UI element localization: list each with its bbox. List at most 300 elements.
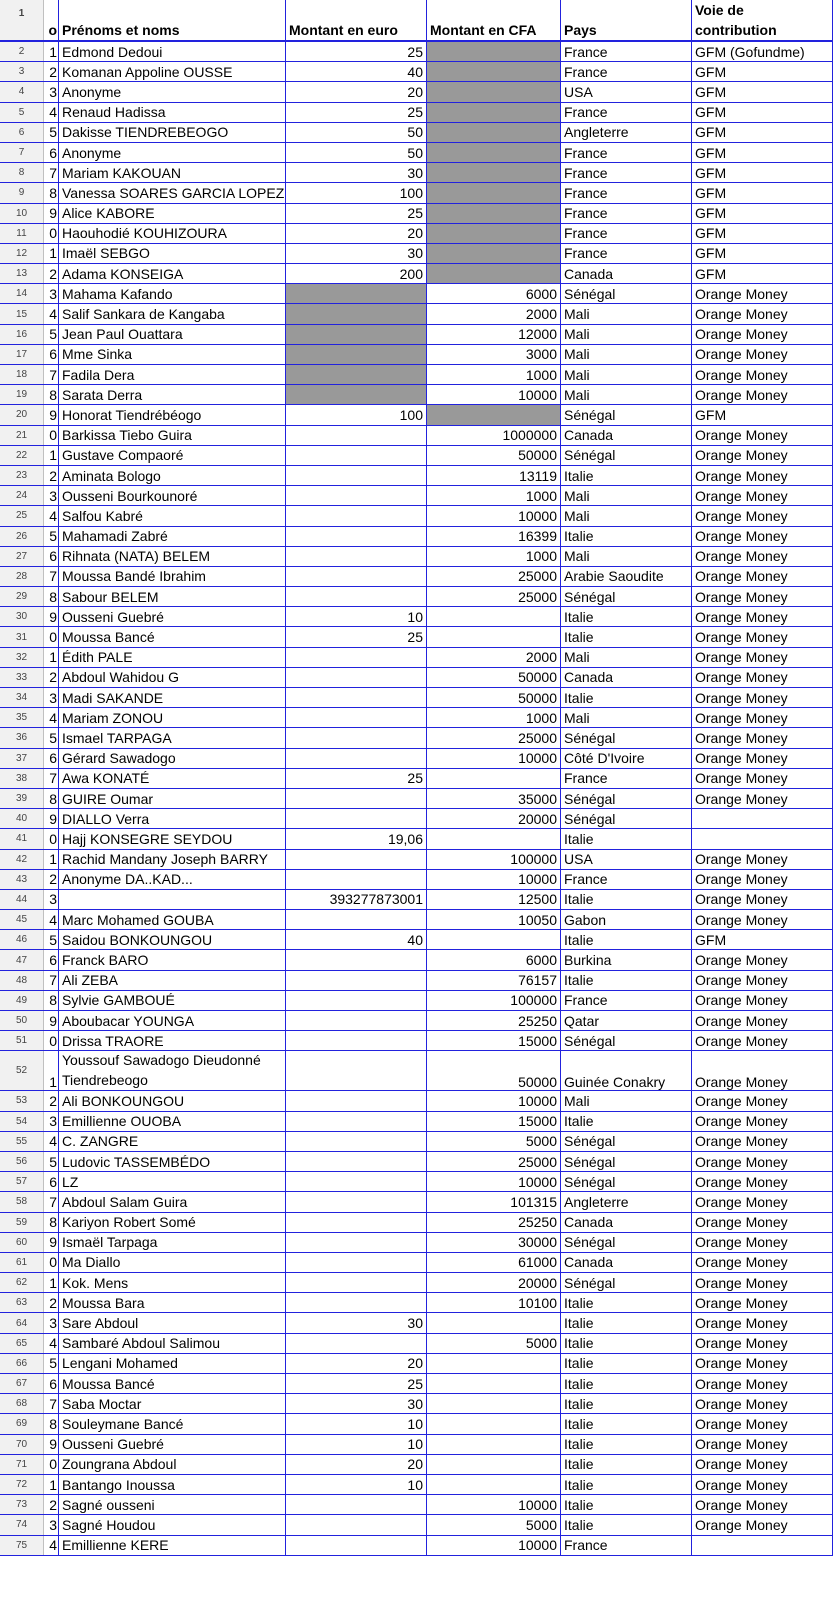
- cell-name[interactable]: Haouhodié KOUHIZOURA: [59, 224, 286, 243]
- cell-country[interactable]: Italie: [561, 1414, 692, 1433]
- cell-no[interactable]: 0: [44, 627, 59, 646]
- row-number[interactable]: 22: [0, 446, 44, 465]
- row-number[interactable]: 70: [0, 1435, 44, 1454]
- cell-channel[interactable]: Orange Money: [692, 688, 833, 707]
- cell-channel[interactable]: Orange Money: [692, 1374, 833, 1393]
- cell-country[interactable]: Canada: [561, 1213, 692, 1232]
- cell-name[interactable]: Mariam ZONOU: [59, 708, 286, 727]
- row-number[interactable]: 43: [0, 870, 44, 889]
- cell-channel[interactable]: Orange Money: [692, 789, 833, 808]
- cell-euro[interactable]: 20: [286, 224, 427, 243]
- row-number[interactable]: 11: [0, 224, 44, 243]
- cell-no[interactable]: 4: [44, 1132, 59, 1151]
- cell-name[interactable]: Madi SAKANDE: [59, 688, 286, 707]
- cell-no[interactable]: 5: [44, 728, 59, 747]
- row-number[interactable]: 38: [0, 769, 44, 788]
- cell-no[interactable]: 4: [44, 910, 59, 929]
- cell-cfa[interactable]: [427, 1374, 561, 1393]
- row-number[interactable]: 15: [0, 304, 44, 323]
- cell-name[interactable]: Jean Paul Ouattara: [59, 325, 286, 344]
- row-number[interactable]: 23: [0, 466, 44, 485]
- row-number[interactable]: 57: [0, 1172, 44, 1191]
- cell-channel[interactable]: Orange Money: [692, 1455, 833, 1474]
- cell-country[interactable]: Guinée Conakry: [561, 1051, 692, 1090]
- cell-cfa[interactable]: 50000: [427, 446, 561, 465]
- row-number[interactable]: 9: [0, 183, 44, 202]
- cell-no[interactable]: 9: [44, 1011, 59, 1030]
- cell-country[interactable]: Italie: [561, 688, 692, 707]
- cell-name[interactable]: Fadila Dera: [59, 365, 286, 384]
- cell-euro[interactable]: [286, 1011, 427, 1030]
- cell-no[interactable]: 5: [44, 930, 59, 949]
- row-number[interactable]: 17: [0, 345, 44, 364]
- cell-cfa[interactable]: 25000: [427, 587, 561, 606]
- cell-channel[interactable]: Orange Money: [692, 1414, 833, 1433]
- cell-cfa[interactable]: [427, 769, 561, 788]
- cell-euro[interactable]: 20: [286, 82, 427, 101]
- cell-no[interactable]: 1: [44, 42, 59, 61]
- cell-name[interactable]: Rachid Mandany Joseph BARRY: [59, 850, 286, 869]
- cell-name[interactable]: Sare Abdoul: [59, 1313, 286, 1332]
- cell-no[interactable]: 9: [44, 405, 59, 424]
- cell-country[interactable]: Italie: [561, 971, 692, 990]
- cell-name[interactable]: Gérard Sawadogo: [59, 749, 286, 768]
- cell-cfa-redacted[interactable]: [427, 123, 561, 142]
- cell-cfa[interactable]: 76157: [427, 971, 561, 990]
- cell-name[interactable]: Ousseni Bourkounoré: [59, 486, 286, 505]
- cell-no[interactable]: 4: [44, 1334, 59, 1353]
- cell-euro[interactable]: 10: [286, 1475, 427, 1494]
- cell-country[interactable]: Italie: [561, 1313, 692, 1332]
- cell-no[interactable]: 6: [44, 1374, 59, 1393]
- cell-euro[interactable]: [286, 506, 427, 525]
- cell-country[interactable]: Italie: [561, 1455, 692, 1474]
- cell-country[interactable]: Angleterre: [561, 1192, 692, 1211]
- cell-country[interactable]: Italie: [561, 1334, 692, 1353]
- cell-euro-redacted[interactable]: [286, 385, 427, 404]
- cell-country[interactable]: France: [561, 163, 692, 182]
- row-number[interactable]: 27: [0, 547, 44, 566]
- cell-channel[interactable]: Orange Money: [692, 587, 833, 606]
- cell-country[interactable]: Canada: [561, 264, 692, 283]
- cell-cfa-redacted[interactable]: [427, 143, 561, 162]
- row-number[interactable]: 2: [0, 42, 44, 61]
- row-number[interactable]: 61: [0, 1253, 44, 1272]
- cell-no[interactable]: 7: [44, 769, 59, 788]
- cell-country[interactable]: Arabie Saoudite: [561, 567, 692, 586]
- cell-channel[interactable]: Orange Money: [692, 627, 833, 646]
- cell-country[interactable]: Sénégal: [561, 405, 692, 424]
- cell-channel[interactable]: GFM: [692, 103, 833, 122]
- cell-name[interactable]: Honorat Tiendrébéogo: [59, 405, 286, 424]
- cell-country[interactable]: Sénégal: [561, 809, 692, 828]
- row-number[interactable]: 58: [0, 1192, 44, 1211]
- row-number[interactable]: 18: [0, 365, 44, 384]
- cell-no[interactable]: 0: [44, 1455, 59, 1474]
- cell-channel[interactable]: Orange Money: [692, 1152, 833, 1171]
- row-number[interactable]: 13: [0, 264, 44, 283]
- cell-name[interactable]: Renaud Hadissa: [59, 103, 286, 122]
- cell-no[interactable]: 2: [44, 1091, 59, 1110]
- cell-country[interactable]: Sénégal: [561, 789, 692, 808]
- cell-euro[interactable]: [286, 1253, 427, 1272]
- cell-cfa[interactable]: 15000: [427, 1031, 561, 1050]
- cell-country[interactable]: Gabon: [561, 910, 692, 929]
- cell-euro[interactable]: [286, 547, 427, 566]
- cell-euro[interactable]: 100: [286, 183, 427, 202]
- cell-euro[interactable]: [286, 1112, 427, 1131]
- row-number[interactable]: 16: [0, 325, 44, 344]
- cell-country[interactable]: Mali: [561, 345, 692, 364]
- cell-cfa-redacted[interactable]: [427, 62, 561, 81]
- cell-channel[interactable]: Orange Money: [692, 426, 833, 445]
- cell-euro[interactable]: [286, 688, 427, 707]
- cell-cfa[interactable]: [427, 1354, 561, 1373]
- cell-cfa-redacted[interactable]: [427, 264, 561, 283]
- cell-cfa[interactable]: 1000000: [427, 426, 561, 445]
- cell-name[interactable]: Emillienne OUOBA: [59, 1112, 286, 1131]
- cell-channel[interactable]: Orange Money: [692, 1475, 833, 1494]
- cell-cfa-redacted[interactable]: [427, 183, 561, 202]
- cell-cfa[interactable]: 50000: [427, 668, 561, 687]
- cell-cfa[interactable]: 5000: [427, 1515, 561, 1534]
- cell-country[interactable]: Sénégal: [561, 1233, 692, 1252]
- row-number[interactable]: 45: [0, 910, 44, 929]
- cell-cfa-redacted[interactable]: [427, 244, 561, 263]
- cell-cfa[interactable]: 10000: [427, 1495, 561, 1514]
- cell-no[interactable]: 8: [44, 385, 59, 404]
- row-number[interactable]: 59: [0, 1213, 44, 1232]
- cell-euro[interactable]: 19,06: [286, 829, 427, 848]
- cell-country[interactable]: France: [561, 143, 692, 162]
- cell-country[interactable]: France: [561, 769, 692, 788]
- cell-name[interactable]: Abdoul Wahidou G: [59, 668, 286, 687]
- cell-name[interactable]: C. ZANGRE: [59, 1132, 286, 1151]
- cell-euro[interactable]: [286, 1334, 427, 1353]
- cell-country[interactable]: Canada: [561, 1253, 692, 1272]
- cell-country[interactable]: Mali: [561, 708, 692, 727]
- cell-name[interactable]: Ousseni Guebré: [59, 1435, 286, 1454]
- cell-country[interactable]: France: [561, 42, 692, 61]
- header-name[interactable]: Prénoms et noms: [59, 0, 286, 40]
- cell-euro[interactable]: 20: [286, 1455, 427, 1474]
- cell-no[interactable]: 6: [44, 1172, 59, 1191]
- cell-name[interactable]: Sabour BELEM: [59, 587, 286, 606]
- cell-euro[interactable]: [286, 1192, 427, 1211]
- cell-channel[interactable]: GFM: [692, 930, 833, 949]
- cell-channel[interactable]: Orange Money: [692, 304, 833, 323]
- cell-no[interactable]: 3: [44, 1112, 59, 1131]
- header-euro[interactable]: Montant en euro: [286, 0, 427, 40]
- row-number[interactable]: 24: [0, 486, 44, 505]
- cell-channel[interactable]: Orange Money: [692, 1213, 833, 1232]
- cell-cfa[interactable]: [427, 930, 561, 949]
- cell-country[interactable]: France: [561, 224, 692, 243]
- row-number[interactable]: 65: [0, 1334, 44, 1353]
- cell-country[interactable]: France: [561, 103, 692, 122]
- cell-country[interactable]: Mali: [561, 1091, 692, 1110]
- cell-no[interactable]: 9: [44, 1233, 59, 1252]
- cell-country[interactable]: France: [561, 1536, 692, 1555]
- cell-euro[interactable]: 10: [286, 1414, 427, 1433]
- cell-cfa[interactable]: 20000: [427, 809, 561, 828]
- row-number[interactable]: 31: [0, 627, 44, 646]
- cell-euro[interactable]: [286, 870, 427, 889]
- cell-no[interactable]: 2: [44, 668, 59, 687]
- cell-no[interactable]: 3: [44, 890, 59, 909]
- cell-euro[interactable]: [286, 1051, 427, 1090]
- cell-name[interactable]: GUIRE Oumar: [59, 789, 286, 808]
- cell-no[interactable]: 8: [44, 1414, 59, 1433]
- cell-no[interactable]: 4: [44, 304, 59, 323]
- cell-cfa[interactable]: 16399: [427, 527, 561, 546]
- cell-cfa[interactable]: 12000: [427, 325, 561, 344]
- cell-euro[interactable]: [286, 1293, 427, 1312]
- cell-name[interactable]: Moussa Bara: [59, 1293, 286, 1312]
- cell-euro[interactable]: [286, 1213, 427, 1232]
- row-number[interactable]: 7: [0, 143, 44, 162]
- row-number[interactable]: 64: [0, 1313, 44, 1332]
- cell-euro[interactable]: 25: [286, 627, 427, 646]
- cell-country[interactable]: Italie: [561, 1475, 692, 1494]
- cell-channel[interactable]: Orange Money: [692, 486, 833, 505]
- row-number[interactable]: 66: [0, 1354, 44, 1373]
- cell-euro[interactable]: [286, 1091, 427, 1110]
- cell-channel[interactable]: Orange Money: [692, 325, 833, 344]
- cell-channel[interactable]: Orange Money: [692, 1172, 833, 1191]
- cell-country[interactable]: Mali: [561, 385, 692, 404]
- cell-channel[interactable]: Orange Money: [692, 345, 833, 364]
- cell-channel[interactable]: GFM: [692, 143, 833, 162]
- cell-cfa[interactable]: [427, 627, 561, 646]
- cell-cfa[interactable]: 15000: [427, 1112, 561, 1131]
- cell-channel[interactable]: Orange Money: [692, 971, 833, 990]
- cell-cfa[interactable]: 10000: [427, 385, 561, 404]
- cell-name[interactable]: Adama KONSEIGA: [59, 264, 286, 283]
- cell-channel[interactable]: [692, 1536, 833, 1555]
- cell-cfa[interactable]: 101315: [427, 1192, 561, 1211]
- cell-cfa-redacted[interactable]: [427, 163, 561, 182]
- cell-name[interactable]: Gustave Compaoré: [59, 446, 286, 465]
- cell-channel[interactable]: Orange Money: [692, 1112, 833, 1131]
- cell-country[interactable]: Canada: [561, 668, 692, 687]
- cell-channel[interactable]: Orange Money: [692, 1051, 833, 1090]
- cell-no[interactable]: 0: [44, 426, 59, 445]
- cell-name[interactable]: Sylvie GAMBOUÉ: [59, 991, 286, 1010]
- cell-euro[interactable]: [286, 1031, 427, 1050]
- cell-cfa[interactable]: 100000: [427, 850, 561, 869]
- cell-euro[interactable]: [286, 850, 427, 869]
- cell-euro[interactable]: [286, 1515, 427, 1534]
- cell-no[interactable]: 6: [44, 547, 59, 566]
- cell-country[interactable]: Italie: [561, 627, 692, 646]
- cell-country[interactable]: Sénégal: [561, 1273, 692, 1292]
- cell-euro[interactable]: [286, 809, 427, 828]
- cell-name[interactable]: Bantango Inoussa: [59, 1475, 286, 1494]
- cell-no[interactable]: 5: [44, 1152, 59, 1171]
- cell-no[interactable]: 9: [44, 607, 59, 626]
- cell-country[interactable]: Mali: [561, 547, 692, 566]
- cell-country[interactable]: Mali: [561, 365, 692, 384]
- cell-euro-redacted[interactable]: [286, 365, 427, 384]
- cell-country[interactable]: France: [561, 991, 692, 1010]
- cell-name[interactable]: Sarata Derra: [59, 385, 286, 404]
- cell-cfa[interactable]: [427, 607, 561, 626]
- cell-channel[interactable]: GFM: [692, 183, 833, 202]
- cell-no[interactable]: 7: [44, 1394, 59, 1413]
- cell-cfa[interactable]: 10000: [427, 1536, 561, 1555]
- row-number[interactable]: 39: [0, 789, 44, 808]
- cell-euro[interactable]: [286, 971, 427, 990]
- row-number[interactable]: 50: [0, 1011, 44, 1030]
- cell-country[interactable]: Sénégal: [561, 1172, 692, 1191]
- cell-country[interactable]: Italie: [561, 607, 692, 626]
- cell-channel[interactable]: Orange Money: [692, 607, 833, 626]
- cell-euro[interactable]: [286, 749, 427, 768]
- cell-channel[interactable]: GFM: [692, 204, 833, 223]
- cell-no[interactable]: 8: [44, 183, 59, 202]
- cell-cfa[interactable]: 10100: [427, 1293, 561, 1312]
- header-country[interactable]: Pays: [561, 0, 692, 40]
- cell-channel[interactable]: Orange Money: [692, 1253, 833, 1272]
- cell-country[interactable]: Italie: [561, 1354, 692, 1373]
- cell-name[interactable]: Anonyme: [59, 82, 286, 101]
- row-number[interactable]: 53: [0, 1091, 44, 1110]
- cell-no[interactable]: 1: [44, 850, 59, 869]
- cell-name[interactable]: [59, 890, 286, 909]
- row-number[interactable]: 55: [0, 1132, 44, 1151]
- cell-euro[interactable]: 40: [286, 62, 427, 81]
- cell-euro[interactable]: 30: [286, 1313, 427, 1332]
- cell-name[interactable]: Ludovic TASSEMBÉDO: [59, 1152, 286, 1171]
- cell-no[interactable]: 1: [44, 648, 59, 667]
- cell-name[interactable]: Salif Sankara de Kangaba: [59, 304, 286, 323]
- cell-cfa[interactable]: 13119: [427, 466, 561, 485]
- cell-euro[interactable]: 393277873001: [286, 890, 427, 909]
- cell-channel[interactable]: Orange Money: [692, 1031, 833, 1050]
- cell-no[interactable]: 7: [44, 365, 59, 384]
- cell-name[interactable]: Emillienne KERE: [59, 1536, 286, 1555]
- cell-cfa[interactable]: [427, 1414, 561, 1433]
- cell-country[interactable]: Angleterre: [561, 123, 692, 142]
- row-number[interactable]: 8: [0, 163, 44, 182]
- row-number[interactable]: 29: [0, 587, 44, 606]
- row-number[interactable]: 14: [0, 284, 44, 303]
- cell-name[interactable]: Édith PALE: [59, 648, 286, 667]
- row-number[interactable]: 46: [0, 930, 44, 949]
- row-number[interactable]: 20: [0, 405, 44, 424]
- cell-no[interactable]: 1: [44, 1273, 59, 1292]
- cell-euro[interactable]: 25: [286, 204, 427, 223]
- cell-euro[interactable]: [286, 1132, 427, 1151]
- cell-no[interactable]: 9: [44, 204, 59, 223]
- row-number[interactable]: 5: [0, 103, 44, 122]
- cell-channel[interactable]: Orange Money: [692, 506, 833, 525]
- cell-channel[interactable]: GFM: [692, 264, 833, 283]
- cell-country[interactable]: Mali: [561, 506, 692, 525]
- row-number[interactable]: 40: [0, 809, 44, 828]
- cell-name[interactable]: Sagné ousseni: [59, 1495, 286, 1514]
- cell-no[interactable]: 3: [44, 1313, 59, 1332]
- cell-cfa[interactable]: 10050: [427, 910, 561, 929]
- cell-no[interactable]: 1: [44, 1475, 59, 1494]
- cell-euro[interactable]: 40: [286, 930, 427, 949]
- cell-cfa[interactable]: 2000: [427, 648, 561, 667]
- cell-channel[interactable]: Orange Money: [692, 890, 833, 909]
- cell-euro[interactable]: 10: [286, 607, 427, 626]
- cell-euro[interactable]: [286, 668, 427, 687]
- cell-euro[interactable]: [286, 728, 427, 747]
- row-number[interactable]: 28: [0, 567, 44, 586]
- cell-name[interactable]: Kok. Mens: [59, 1273, 286, 1292]
- cell-channel[interactable]: Orange Money: [692, 648, 833, 667]
- cell-euro[interactable]: 25: [286, 103, 427, 122]
- cell-channel[interactable]: Orange Money: [692, 365, 833, 384]
- cell-country[interactable]: Italie: [561, 1495, 692, 1514]
- cell-channel[interactable]: Orange Money: [692, 1011, 833, 1030]
- cell-cfa[interactable]: 5000: [427, 1132, 561, 1151]
- cell-no[interactable]: 3: [44, 1515, 59, 1534]
- cell-channel[interactable]: Orange Money: [692, 1233, 833, 1252]
- cell-no[interactable]: 5: [44, 123, 59, 142]
- row-number[interactable]: 51: [0, 1031, 44, 1050]
- cell-channel[interactable]: Orange Money: [692, 466, 833, 485]
- cell-country[interactable]: Côté D'Ivoire: [561, 749, 692, 768]
- cell-country[interactable]: Mali: [561, 648, 692, 667]
- cell-channel[interactable]: Orange Money: [692, 1435, 833, 1454]
- cell-channel[interactable]: GFM: [692, 163, 833, 182]
- header-no[interactable]: o: [44, 0, 59, 40]
- cell-euro[interactable]: [286, 648, 427, 667]
- cell-name[interactable]: Marc Mohamed GOUBA: [59, 910, 286, 929]
- cell-name[interactable]: Abdoul Salam Guira: [59, 1192, 286, 1211]
- cell-cfa[interactable]: [427, 1313, 561, 1332]
- cell-channel[interactable]: Orange Money: [692, 446, 833, 465]
- cell-euro[interactable]: [286, 587, 427, 606]
- cell-country[interactable]: Italie: [561, 527, 692, 546]
- cell-euro[interactable]: 25: [286, 769, 427, 788]
- row-number[interactable]: 73: [0, 1495, 44, 1514]
- row-number[interactable]: 75: [0, 1536, 44, 1555]
- cell-name[interactable]: Mahama Kafando: [59, 284, 286, 303]
- cell-country[interactable]: France: [561, 183, 692, 202]
- cell-cfa[interactable]: [427, 1475, 561, 1494]
- cell-no[interactable]: 4: [44, 1536, 59, 1555]
- cell-cfa[interactable]: 25000: [427, 567, 561, 586]
- cell-country[interactable]: Italie: [561, 1515, 692, 1534]
- cell-cfa[interactable]: [427, 1394, 561, 1413]
- cell-cfa[interactable]: 10000: [427, 870, 561, 889]
- cell-no[interactable]: 6: [44, 950, 59, 969]
- cell-country[interactable]: France: [561, 244, 692, 263]
- cell-country[interactable]: Italie: [561, 890, 692, 909]
- cell-country[interactable]: Italie: [561, 829, 692, 848]
- cell-cfa[interactable]: 10000: [427, 1091, 561, 1110]
- cell-channel[interactable]: Orange Money: [692, 850, 833, 869]
- cell-name[interactable]: Hajj KONSEGRE SEYDOU: [59, 829, 286, 848]
- row-number[interactable]: 3: [0, 62, 44, 81]
- header-channel[interactable]: Voie de contribution: [692, 0, 833, 40]
- row-number[interactable]: 62: [0, 1273, 44, 1292]
- cell-cfa[interactable]: 25250: [427, 1011, 561, 1030]
- row-number[interactable]: 69: [0, 1414, 44, 1433]
- cell-country[interactable]: USA: [561, 850, 692, 869]
- row-number[interactable]: 60: [0, 1233, 44, 1252]
- row-number[interactable]: 56: [0, 1152, 44, 1171]
- cell-cfa[interactable]: 50000: [427, 688, 561, 707]
- cell-country[interactable]: USA: [561, 82, 692, 101]
- cell-no[interactable]: 9: [44, 809, 59, 828]
